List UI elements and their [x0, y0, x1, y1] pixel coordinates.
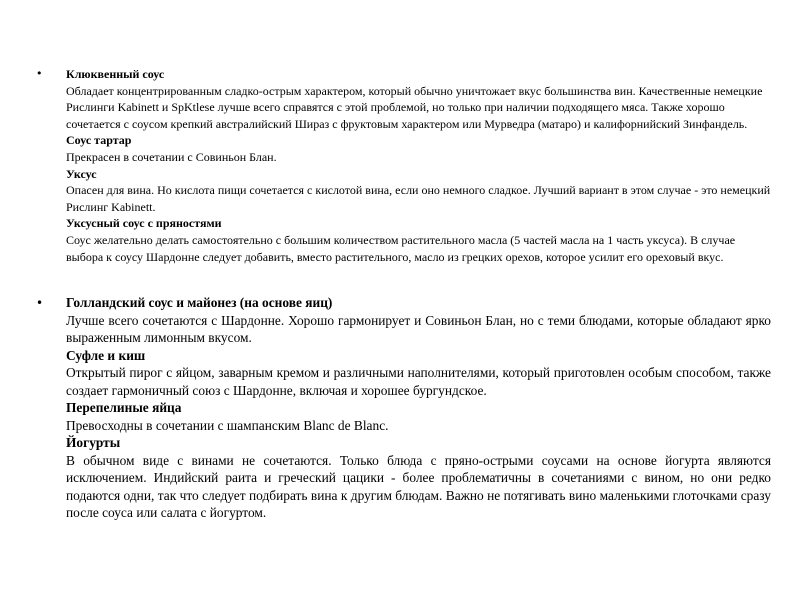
- item-heading: Голландский соус и майонез (на основе яиц): [66, 295, 333, 310]
- item-heading: Перепелиные яйца: [66, 400, 182, 415]
- item-text: Лучше всего сочетаются с Шардонне. Хорошо гармонирует и Совиньон Блан, но с теми блюдами, которые обладают ярко выраженным лимонным вкусом.: [66, 312, 771, 345]
- bullet-body: [66, 66, 771, 265]
- item-text: В обычном виде с винами не сочетаются. Только блюда с пряно-острыми соусами на основе йогурта являются исключением. Индийский раита и греческий цацики - более проблематичны в сочетаниями с вином, но они редко подаются одни, так что следует подбирать вина к другим блюдам. Важно не потягивать вино маленькими глоточками сразу после соуса или салата с йогуртом.: [66, 452, 771, 520]
- item-text: Превосходны в сочетании с шампанским Blanc de Blanc.: [66, 417, 389, 433]
- item-heading: Суфле и киш: [66, 347, 146, 363]
- item-heading: Клюквенный соус: [66, 67, 165, 81]
- item-text: Открытый пирог с яйцом, заварным кремом и различными наполнителями, который приготовлен особым способом, также создает гармоничный союз с Шардонне, включая и хорошее бургундское.: [66, 365, 771, 398]
- item-text: Прекрасен в сочетании с Совиньон Блан.: [66, 149, 277, 164]
- item-text: Соус желательно делать самостоятельно с большим количеством растительного масла (5 частей масла на 1 часть уксуса). В случае выбора к соусу Шардонне следует добавить, вместо растительного, масло из грецких орехов, которое усилит его ореховый вкус.: [66, 232, 736, 264]
- item-heading: Йогурты: [66, 435, 121, 450]
- bullet-dot-icon: •: [36, 296, 44, 310]
- item-text: Опасен для вина. Но кислота пищи сочетается с кислотой вина, если оно немного сладкое. Лучший вариант в этом случае - это немецкий Рислинг Kabinett.: [66, 183, 771, 214]
- item-heading: Уксусный соус с пряностями: [66, 216, 222, 231]
- item-text: Обладает концентрированным сладко-острым характером, который обычно уничтожает вкус большинства вин. Качественные немецкие Рислинги Kabinett и SpKtlese лучше всего справятся с этой проблемой, но только при наличии подходящего мяса. Также хорошо сочетается с соусом крепкий австралийский Шираз с фруктовым характером или Мурведра (матаро) и калифорнийский Зинфандель.: [66, 83, 763, 131]
- bullet-dot-icon: •: [36, 67, 43, 80]
- item-heading: Уксус: [66, 166, 97, 181]
- bullet-body: [66, 294, 771, 522]
- item-heading: Соус тартар: [66, 133, 132, 148]
